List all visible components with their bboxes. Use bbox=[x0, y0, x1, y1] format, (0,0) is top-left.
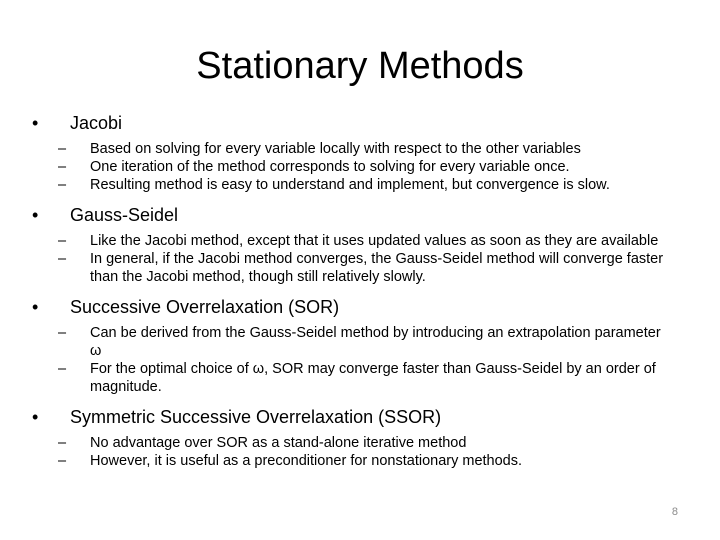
bullet-item bbox=[30, 110, 690, 136]
sub-bullet-marker: – bbox=[58, 251, 67, 267]
bullet-item bbox=[30, 404, 690, 430]
sub-bullet-list bbox=[58, 324, 690, 396]
sub-bullet-item bbox=[58, 176, 674, 194]
sub-bullet-item bbox=[58, 158, 674, 176]
sub-bullet-list bbox=[58, 434, 690, 470]
sub-bullet-text: Can be derived from the Gauss-Seidel method by introducing an extrapolation parameter ω bbox=[90, 325, 661, 359]
sub-bullet-list bbox=[58, 140, 690, 194]
sub-bullet-marker: – bbox=[58, 361, 67, 377]
sub-bullet-item bbox=[58, 250, 674, 286]
sub-bullet-list bbox=[58, 232, 690, 286]
sub-bullet-marker: – bbox=[58, 325, 67, 341]
sub-bullet-item bbox=[58, 434, 674, 452]
bullet-marker: • bbox=[32, 407, 39, 427]
bullet-group-sor bbox=[30, 294, 690, 396]
bullet-marker: • bbox=[32, 113, 39, 133]
bullet-marker: • bbox=[32, 297, 39, 317]
bullet-item bbox=[30, 202, 690, 228]
sub-bullet-text: Like the Jacobi method, except that it uses updated values as soon as they are available bbox=[90, 233, 659, 249]
bullet-text: Jacobi bbox=[70, 113, 123, 133]
sub-bullet-marker: – bbox=[58, 453, 67, 469]
sub-bullet-text: Based on solving for every variable locally with respect to the other variables bbox=[90, 141, 581, 157]
bullet-text: Successive Overrelaxation (SOR) bbox=[70, 297, 340, 317]
sub-bullet-item bbox=[58, 452, 674, 470]
sub-bullet-item bbox=[58, 140, 674, 158]
bullet-group-ssor bbox=[30, 404, 690, 470]
bullet-marker: • bbox=[32, 205, 39, 225]
bullet-text: Symmetric Successive Overrelaxation (SSOR) bbox=[70, 407, 442, 427]
sub-bullet-text: Resulting method is easy to understand and implement, but convergence is slow. bbox=[90, 177, 610, 193]
bullet-list bbox=[30, 110, 690, 478]
sub-bullet-text: One iteration of the method corresponds to solving for every variable once. bbox=[90, 159, 570, 175]
sub-bullet-item bbox=[58, 232, 674, 250]
sub-bullet-marker: – bbox=[58, 435, 67, 451]
sub-bullet-marker: – bbox=[58, 159, 67, 175]
sub-bullet-item bbox=[58, 324, 674, 360]
sub-bullet-text: However, it is useful as a preconditioner for nonstationary methods. bbox=[90, 453, 523, 469]
sub-bullet-item bbox=[58, 360, 674, 396]
sub-bullet-text: For the optimal choice of ω, SOR may converge faster than Gauss-Seidel by an order of magnitude. bbox=[90, 361, 656, 395]
page-number: 8 bbox=[671, 506, 678, 518]
sub-bullet-marker: – bbox=[58, 141, 67, 157]
bullet-item bbox=[30, 294, 690, 320]
bullet-text: Gauss-Seidel bbox=[70, 205, 179, 225]
sub-bullet-marker: – bbox=[58, 233, 67, 249]
sub-bullet-marker: – bbox=[58, 177, 67, 193]
sub-bullet-text: No advantage over SOR as a stand-alone iterative method bbox=[90, 435, 467, 451]
bullet-group-jacobi bbox=[30, 110, 690, 194]
slide-title: Stationary Methods bbox=[196, 45, 524, 87]
bullet-group-gauss-seidel bbox=[30, 202, 690, 286]
sub-bullet-text: In general, if the Jacobi method converges, the Gauss-Seidel method will converge faster than the Jacobi method, though still relatively slowly. bbox=[90, 251, 664, 285]
